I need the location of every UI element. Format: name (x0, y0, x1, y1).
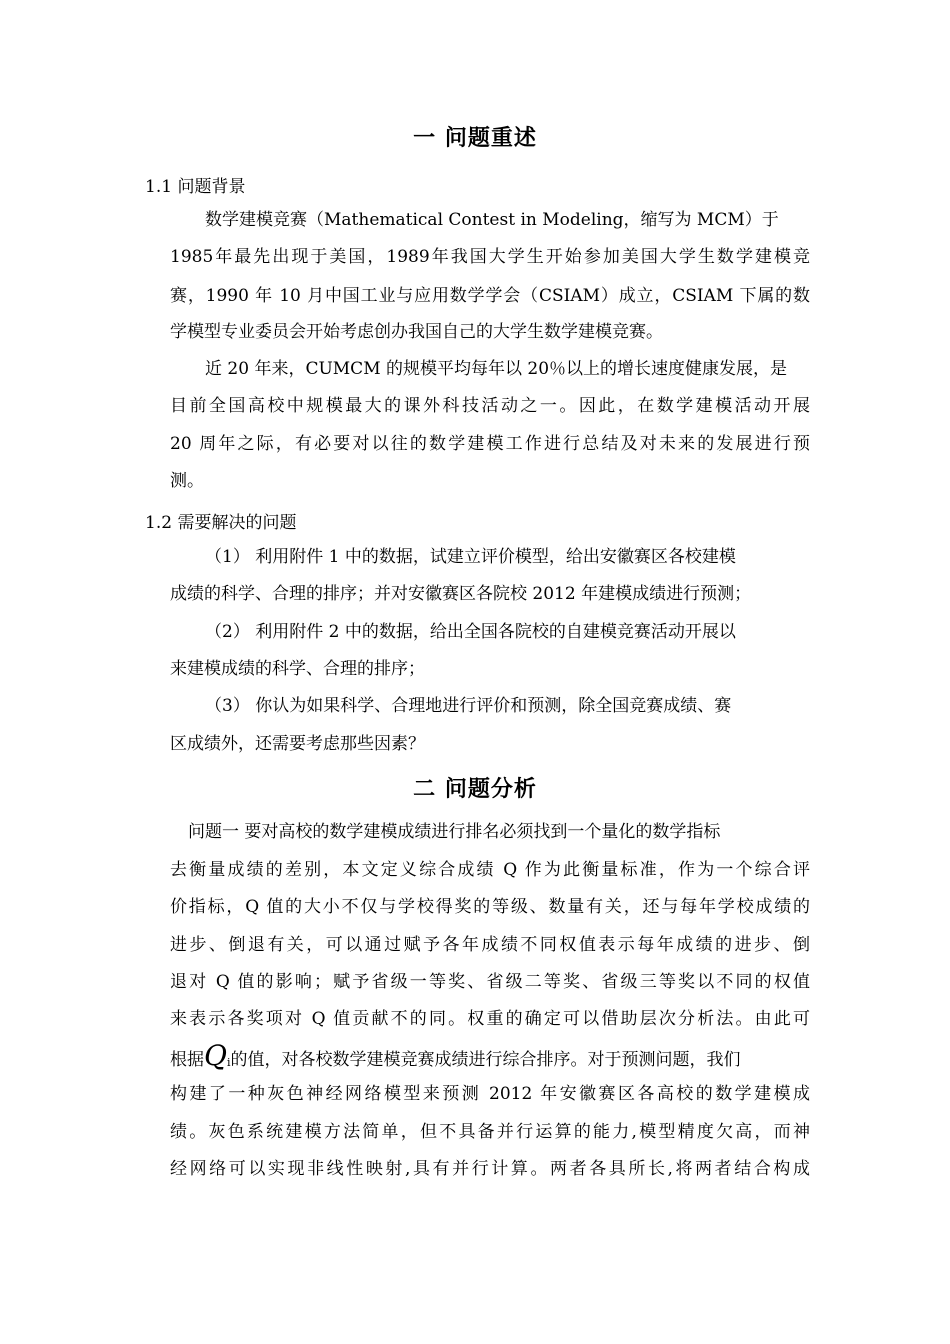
section2-title: 二 问题分析 (413, 777, 537, 802)
paragraph-line: 赛，1990 年 10 月中国工业与应用数学学会（CSIAM）成立，CSIAM 下属的数 (170, 286, 810, 306)
paragraph-line: 问题一 要对高校的数学建模成绩进行排名必须找到一个量化的数学指标 (188, 822, 721, 842)
section1-title: 一 问题重述 (413, 126, 537, 151)
paragraph-line: 进步、倒退有关，可以通过赋予各年成绩不同权值表示每年成绩的进步、倒 (170, 935, 810, 955)
text-fragment: 根据 (170, 1050, 204, 1070)
list-item: （3） 你认为如果科学、合理地进行评价和预测，除全国竞赛成绩、赛 (205, 696, 732, 716)
q-symbol: Q (204, 1039, 227, 1072)
list-item: 来建模成绩的科学、合理的排序； (170, 659, 425, 679)
subsection-heading: 1.2 需要解决的问题 (145, 513, 297, 533)
list-item: 成绩的科学、合理的排序；并对安徽赛区各院校 2012 年建模成绩进行预测； (170, 584, 752, 604)
list-item: （1） 利用附件 1 中的数据，试建立评价模型，给出安徽赛区各校建模 (205, 547, 736, 567)
paragraph-line: 目前全国高校中规模最大的课外科技活动之一。因此，在数学建模活动开展 (170, 396, 810, 416)
list-item: 区成绩外，还需要考虑那些因素？ (170, 734, 425, 754)
paragraph-line: 经网络可以实现非线性映射,具有并行计算。两者各具所长,将两者结合构成 (170, 1159, 810, 1179)
paragraph-line: 测。 (170, 471, 204, 491)
list-item: （2） 利用附件 2 中的数据，给出全国各院校的自建模竞赛活动开展以 (205, 622, 736, 642)
paragraph-line: 构建了一种灰色神经网络模型来预测 2012 年安徽赛区各高校的数学建模成 (170, 1084, 810, 1104)
paragraph-line: 来表示各奖项对 Q 值贡献不的同。权重的确定可以借助层次分析法。由此可 (170, 1009, 810, 1029)
paragraph-line-with-formula (170, 1039, 741, 1075)
paragraph-line: 学模型专业委员会开始考虑创办我国自己的大学生数学建模竞赛。 (170, 322, 663, 342)
paragraph-line: 价指标，Q 值的大小不仅与学校得奖的等级、数量有关，还与每年学校成绩的 (170, 897, 810, 917)
q-subscript: i (226, 1056, 231, 1069)
text-fragment: 的值，对各校数学建模竞赛成绩进行综合排序。对于预测问题，我们 (230, 1050, 741, 1070)
paragraph-line: 数学建模竞赛（Mathematical Contest in Modeling，缩写为 MCM）于 (205, 210, 779, 230)
paragraph-line: 退对 Q 值的影响；赋予省级一等奖、省级二等奖、省级三等奖以不同的权值 (170, 972, 810, 992)
subsection-heading: 1.1 问题背景 (145, 177, 246, 197)
paragraph-line: 1985年最先出现于美国，1989年我国大学生开始参加美国大学生数学建模竞 (170, 247, 810, 267)
paragraph-line: 近 20 年来，CUMCM 的规模平均每年以 20％以上的增长速度健康发展，是 (205, 359, 788, 379)
paragraph-line: 20 周年之际，有必要对以往的数学建模工作进行总结及对未来的发展进行预 (170, 434, 810, 454)
paragraph-line: 去衡量成绩的差别，本文定义综合成绩 Q 作为此衡量标准，作为一个综合评 (170, 860, 810, 880)
paragraph-line: 绩。灰色系统建模方法简单，但不具备并行运算的能力,模型精度欠高，而神 (170, 1122, 810, 1142)
